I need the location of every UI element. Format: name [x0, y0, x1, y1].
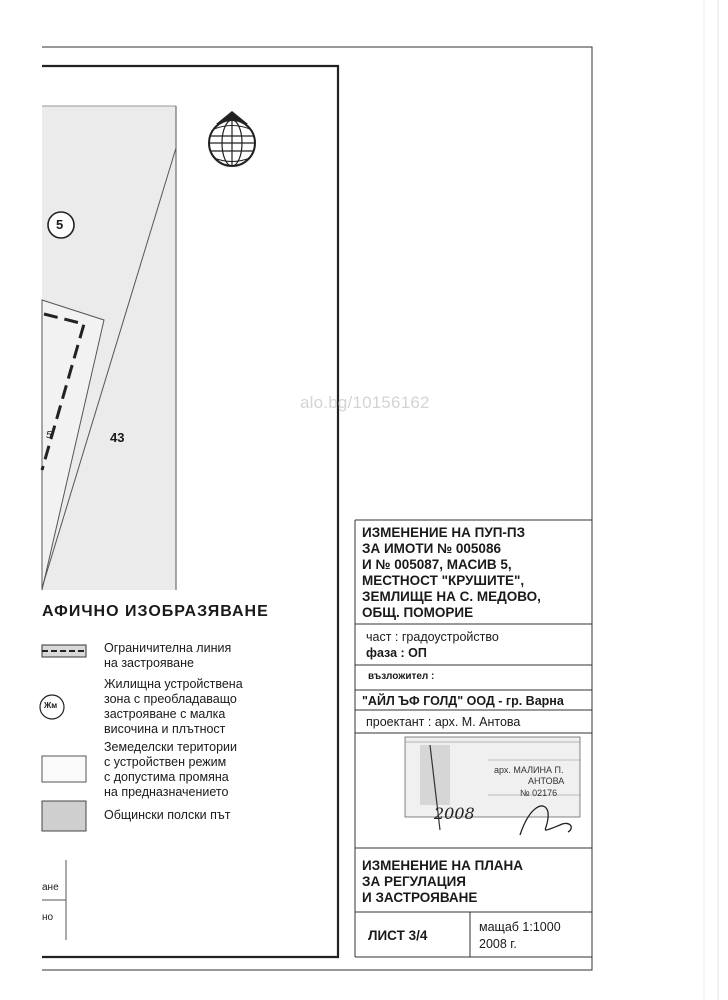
phase-line: фаза : ОП	[366, 646, 427, 660]
legend-item-agricultural: Земеделски територии с устройствен режим с допустима промяна на предназначението	[104, 740, 237, 799]
sheet-number: ЛИСТ 3/4	[368, 928, 428, 943]
legend-item-building-limit: Ограничителна линия на застрояване	[104, 641, 232, 670]
year-label: 2008 г.	[479, 937, 517, 951]
legend-item-residential-zone: Жилищна устройствена зона с преобладаващо застрояване с малка височина и плътност	[104, 677, 243, 736]
parcel-circle-label: 5	[56, 217, 64, 232]
parcel-43-label: 43	[110, 430, 125, 445]
watermark-text: alo.bg/10156162	[300, 393, 430, 412]
cut-row-1: ане	[42, 882, 59, 893]
cut-label: 5	[46, 430, 52, 441]
legend-item-field-road: Общински полски път	[104, 808, 231, 822]
cut-row-2: но	[42, 912, 54, 923]
project-title: ИЗМЕНЕНИЕ НА ПУП-ПЗ ЗА ИМОТИ № 005086 И № 005087, МАСИВ 5, МЕСТНОСТ "КРУШИТЕ", ЗЕМЛИЩЕ НА С. МЕДОВО, ОБЩ. ПОМОРИЕ	[362, 525, 541, 620]
stamp-name-line1: арх. МАЛИНА П.	[494, 765, 564, 775]
stamp-name-line2: АНТОВА	[528, 776, 565, 786]
scale-label: мащаб 1:1000	[479, 920, 561, 934]
legend-title: АФИЧНО ИЗОБРАЗЯВАНЕ	[42, 603, 269, 620]
legend-symbols	[42, 645, 86, 940]
client-name: "АЙЛ ЪФ ГОЛД" ООД - гр. Варна	[362, 694, 564, 708]
globe-logo	[209, 111, 255, 166]
stamp-reg-number: № 02176	[520, 788, 558, 798]
zone-symbol-label: Жм	[44, 701, 58, 710]
designer-line: проектант : арх. М. Антова	[366, 715, 521, 729]
map-panel	[42, 106, 176, 590]
drawing-title: ИЗМЕНЕНИЕ НА ПЛАНА ЗА РЕГУЛАЦИЯ И ЗАСТРОЯВАНЕ	[362, 858, 524, 905]
handwritten-year: 2008	[434, 804, 475, 823]
part-line: част : градоустройство	[366, 630, 499, 644]
client-label: възложител :	[368, 671, 435, 682]
